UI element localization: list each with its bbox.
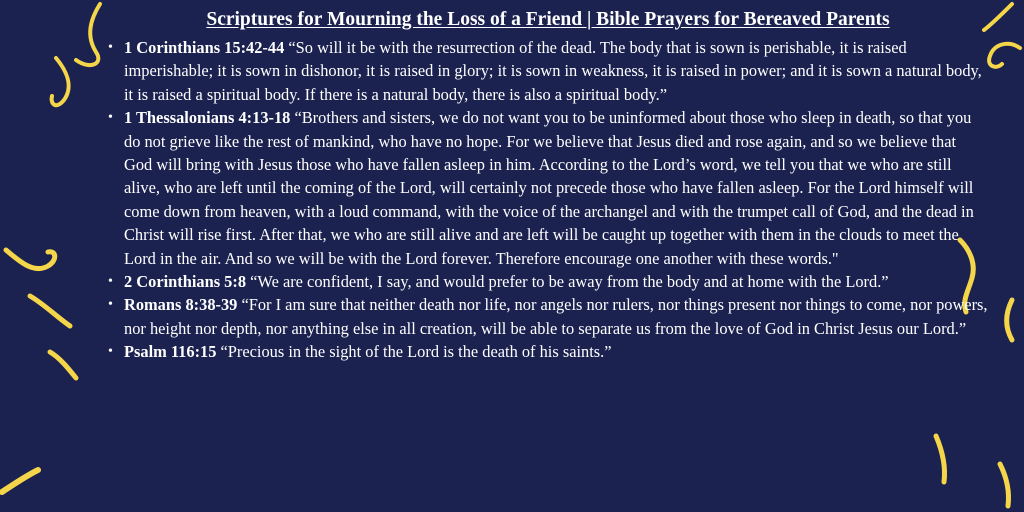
ribbon-curl-icon — [2, 470, 38, 492]
page-title: Scriptures for Mourning the Loss of a Friend | Bible Prayers for Bereaved Parents — [206, 9, 890, 30]
ribbon-curl-icon — [989, 44, 1020, 67]
ribbon-curl-icon — [52, 58, 69, 105]
verse-reference: Romans 8:38-39 — [124, 295, 238, 315]
ribbon-curl-icon — [936, 436, 945, 482]
ribbon-curl-icon — [984, 4, 1012, 30]
ribbon-curl-icon — [76, 4, 100, 65]
list-item — [124, 36, 988, 106]
verse-reference: 2 Corinthians 5:8 — [124, 272, 247, 292]
verse-text: “Brothers and sisters, we do not want you to be uninformed about those who sleep in death, so that you do not grieve like the rest of mankind, who have no hope. For we believe that Jesus died and rose again, and so we believe that God will bring with Jesus those who have fallen asleep in him. According to the Lord’s word, we tell you that we who are still alive, who are left until the coming of the Lord, will certainly not precede those who have fallen asleep. For the Lord himself will come down from heaven, with a loud command, with the voice of the archangel and with the trumpet call of God, and the dead in Christ will rise first. After that, we who are still alive and are left will be caught up together with them in the clouds to meet the Lord in the air. And so we will be with the Lord forever. Therefore encourage one another with these words." — [124, 108, 974, 268]
verse-reference: 1 Thessalonians 4:13-18 — [124, 108, 291, 128]
list-item — [124, 293, 988, 340]
ribbon-curl-icon — [1007, 300, 1012, 340]
verse-list — [108, 36, 988, 364]
scripture-list-panel — [108, 8, 988, 364]
verse-text: “For I am sure that neither death nor life, nor angels nor rulers, nor things present nor things to come, nor powers, nor height nor depth, nor anything else in all creation, will be able to separate us from the love of God in Christ Jesus our Lord.” — [124, 295, 988, 338]
verse-reference: 1 Corinthians 15:42-44 — [124, 38, 285, 57]
verse-text: “We are confident, I say, and would prefer to be away from the body and at home with the Lord.” — [246, 272, 889, 292]
verse-text: “So will it be with the resurrection of the dead. The body that is sown is perishable, it is raised imperishable; it is sown in dishonor, it is raised in glory; it is sown in weakness, it is raised in power; and it is sown a natural body, it is raised a spiritual body. If there is a natural body, there is also a spiritual body.” — [124, 38, 982, 104]
ribbon-curl-icon — [6, 250, 55, 269]
ribbon-curl-icon — [1000, 464, 1009, 506]
ribbon-curl-icon — [50, 352, 76, 378]
verse-reference: Psalm 116:15 — [124, 342, 217, 362]
ribbon-curl-icon — [30, 296, 70, 326]
verse-text: “Precious in the sight of the Lord is the death of his saints.” — [216, 342, 612, 362]
list-item — [124, 106, 988, 270]
list-item — [124, 340, 988, 363]
list-item — [124, 270, 988, 293]
